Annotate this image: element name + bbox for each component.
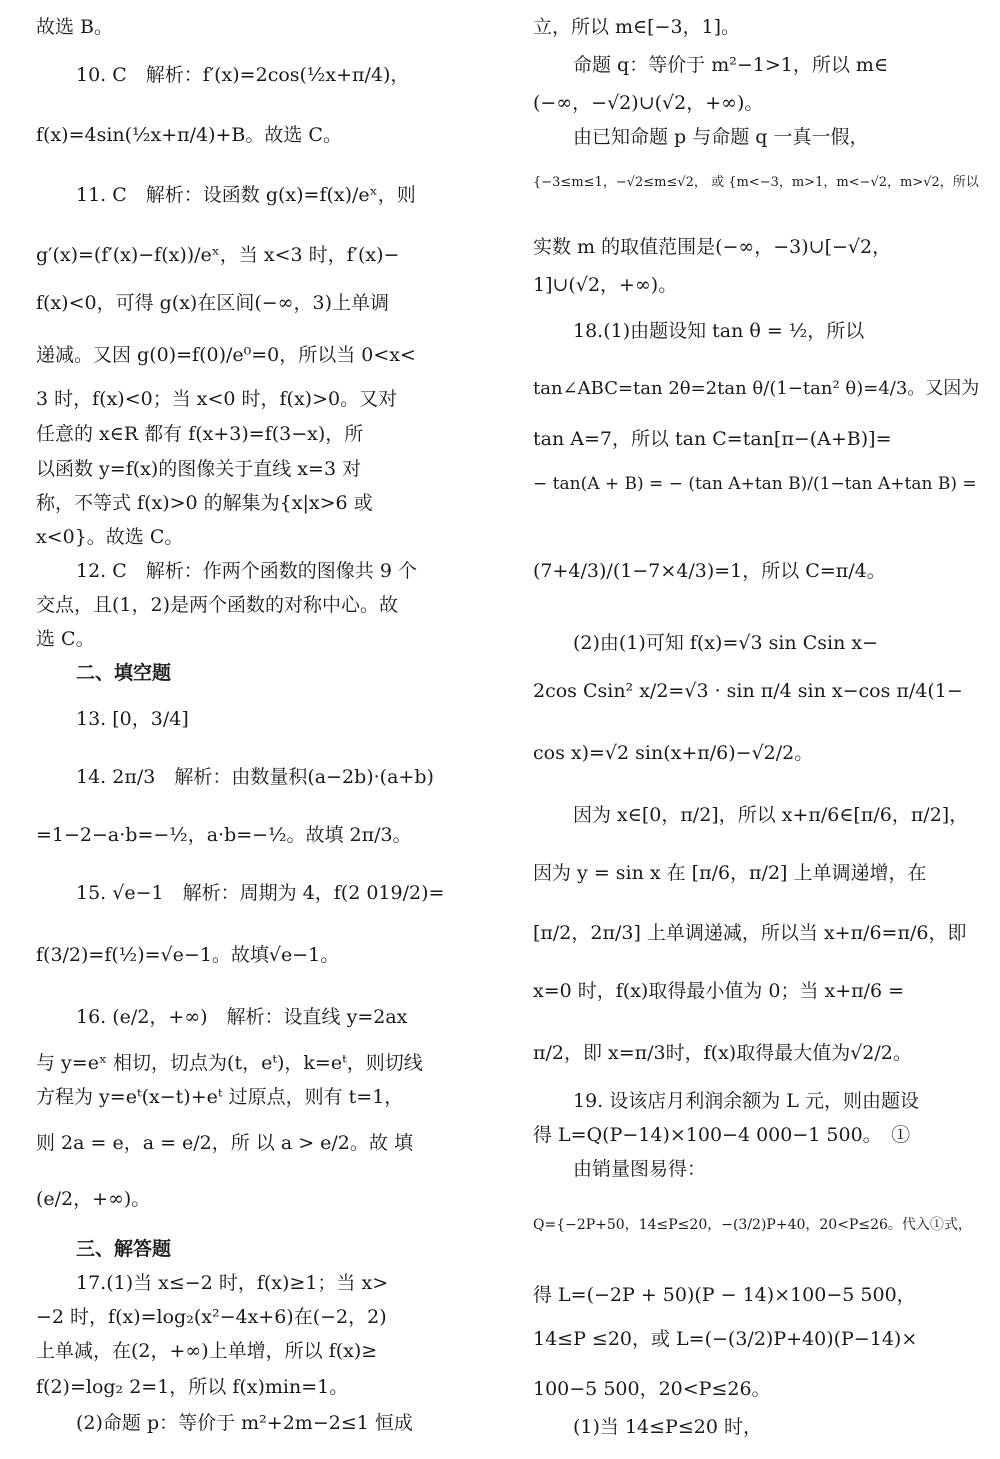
text-line: (1)当 14≤P≤20 时， [573, 1416, 762, 1438]
text-line: 称，不等式 f(x)>0 的解集为{x|x>6 或 [36, 492, 373, 514]
text-line: cos x)=√2 sin(x+π/6)−√2/2。 [533, 742, 814, 764]
text-line: f(x)=4sin(½x+π/4)+B。故选 C。 [36, 124, 342, 146]
text-line: 方程为 y=eᵗ(x−t)+eᵗ 过原点，则有 t=1， [36, 1086, 404, 1108]
section-heading: 二、填空题 [76, 662, 172, 684]
piecewise-cases: {−3≤m≤1，−√2≤m≤√2， 或 {m<−3，m>1，m<−√2，m>√2，所以 [533, 175, 979, 190]
text-line: 由已知命题 p 与命题 q 一真一假， [573, 126, 869, 148]
text-line: 由销量图易得： [573, 1158, 707, 1180]
text-line: 得 L=Q(P−14)×100−4 000−1 500。 ① [533, 1124, 911, 1146]
text-line: f(x)<0，可得 g(x)在区间(−∞，3)上单调 [36, 292, 389, 314]
answer-15: 15. √e−1 解析：周期为 4，f(2 019/2)= [76, 882, 445, 904]
text-line: [π/2，2π/3] 上单调递减，所以当 x+π/6=π/6，即 [533, 922, 967, 944]
text-line: 与 y=eˣ 相切，切点为(t，eᵗ)，k=eᵗ，则切线 [36, 1052, 423, 1074]
text-line: (2)由(1)可知 f(x)=√3 sin Csin x− [573, 632, 878, 654]
answer-18: 18.(1)由题设知 tan θ = ½，所以 [573, 320, 865, 342]
answer-16: 16. (e/2，+∞) 解析：设直线 y=2ax [76, 1006, 408, 1028]
text-line: (e/2，+∞)。 [36, 1188, 151, 1210]
text-line: 任意的 x∈R 都有 f(x+3)=f(3−x)，所 [36, 423, 364, 445]
text-line: 1]∪(√2，+∞)。 [533, 274, 678, 296]
answer-12: 12. C 解析：作两个函数的图像共 9 个 [76, 560, 417, 582]
answer-14: 14. 2π/3 解析：由数量积(a−2b)·(a+b) [76, 766, 434, 788]
text-line: π/2，即 x=π/3时，f(x)取得最大值为√2/2。 [533, 1042, 912, 1064]
text-line: tan A=7，所以 tan C=tan[π−(A+B)]= [533, 428, 892, 450]
answer-17: 17.(1)当 x≤−2 时，f(x)≥1；当 x> [76, 1272, 389, 1294]
text-line: 选 C。 [36, 628, 95, 650]
text-line: 3 时，f(x)<0；当 x<0 时，f(x)>0。又对 [36, 388, 398, 410]
text-line: −2 时，f(x)=log₂(x²−4x+6)在(−2，2) [36, 1306, 387, 1328]
text-line: 上单减，在(2，+∞)上单增，所以 f(x)≥ [36, 1340, 378, 1362]
text-line: f(2)=log₂ 2=1，所以 f(x)min=1。 [36, 1376, 349, 1398]
section-heading: 三、解答题 [76, 1238, 172, 1260]
text-line: 2cos Csin² x/2=√3 · sin π/4 sin x−cos π/4(1− [533, 680, 963, 702]
text-line: g′(x)=(f′(x)−f(x))/eˣ，当 x<3 时，f′(x)− [36, 244, 400, 266]
piecewise-cases: Q={−2P+50，14≤P≤20，−(3/2)P+40，20<P≤26。代入①式， [533, 1217, 972, 1233]
text-line: 因为 y = sin x 在 [π/6，π/2] 上单调递增，在 [533, 862, 927, 884]
text-line: (−∞，−√2)∪(√2，+∞)。 [533, 92, 764, 114]
text-line: − tan(A + B) = − (tan A+tan B)/(1−tan A+tan B) = [533, 474, 977, 494]
text-line: tan∠ABC=tan 2θ=2tan θ/(1−tan² θ)=4/3。又因为 [533, 378, 980, 399]
text-line: 递减。又因 g(0)=f(0)/e⁰=0，所以当 0<x< [36, 344, 416, 366]
text-line: 立，所以 m∈[−3，1]。 [533, 16, 741, 38]
text-line: 100−5 500，20<P≤26。 [533, 1378, 771, 1400]
text-line: 14≤P ≤20，或 L=(−(3/2)P+40)(P−14)× [533, 1328, 918, 1350]
answer-10: 10. C 解析：f′(x)=2cos(½x+π/4)， [76, 64, 410, 86]
text-line: x<0}。故选 C。 [36, 526, 184, 548]
text-line: 则 2a = e，a = e/2，所 以 a > e/2。故 填 [36, 1132, 413, 1154]
answer-19: 19. 设该店月利润余额为 L 元，则由题设 [573, 1090, 919, 1112]
answer-11: 11. C 解析：设函数 g(x)=f(x)/eˣ，则 [76, 184, 416, 206]
text-line: (2)命题 p：等价于 m²+2m−2≤1 恒成 [76, 1412, 413, 1434]
text-line: 因为 x∈[0，π/2]，所以 x+π/6∈[π/6，π/2]， [573, 804, 969, 826]
answer-13: 13. [0，3/4] [76, 708, 189, 730]
text-line: 得 L=(−2P + 50)(P − 14)×100−5 500， [533, 1284, 916, 1306]
text-line: (7+4/3)/(1−7×4/3)=1，所以 C=π/4。 [533, 560, 886, 582]
text-line: =1−2−a·b=−½，a·b=−½。故填 2π/3。 [36, 824, 412, 846]
text-line: 实数 m 的取值范围是(−∞，−3)∪[−√2， [533, 236, 892, 258]
text-line: x=0 时，f(x)取得最小值为 0；当 x+π/6 = [533, 980, 905, 1002]
text-line: 交点，且(1，2)是两个函数的对称中心。故 [36, 594, 399, 616]
text-line: 命题 q：等价于 m²−1>1，所以 m∈ [573, 54, 889, 76]
text-line: 故选 B。 [36, 16, 114, 38]
text-line: 以函数 y=f(x)的图像关于直线 x=3 对 [36, 458, 362, 480]
text-line: f(3/2)=f(½)=√e−1。故填√e−1。 [36, 944, 340, 966]
